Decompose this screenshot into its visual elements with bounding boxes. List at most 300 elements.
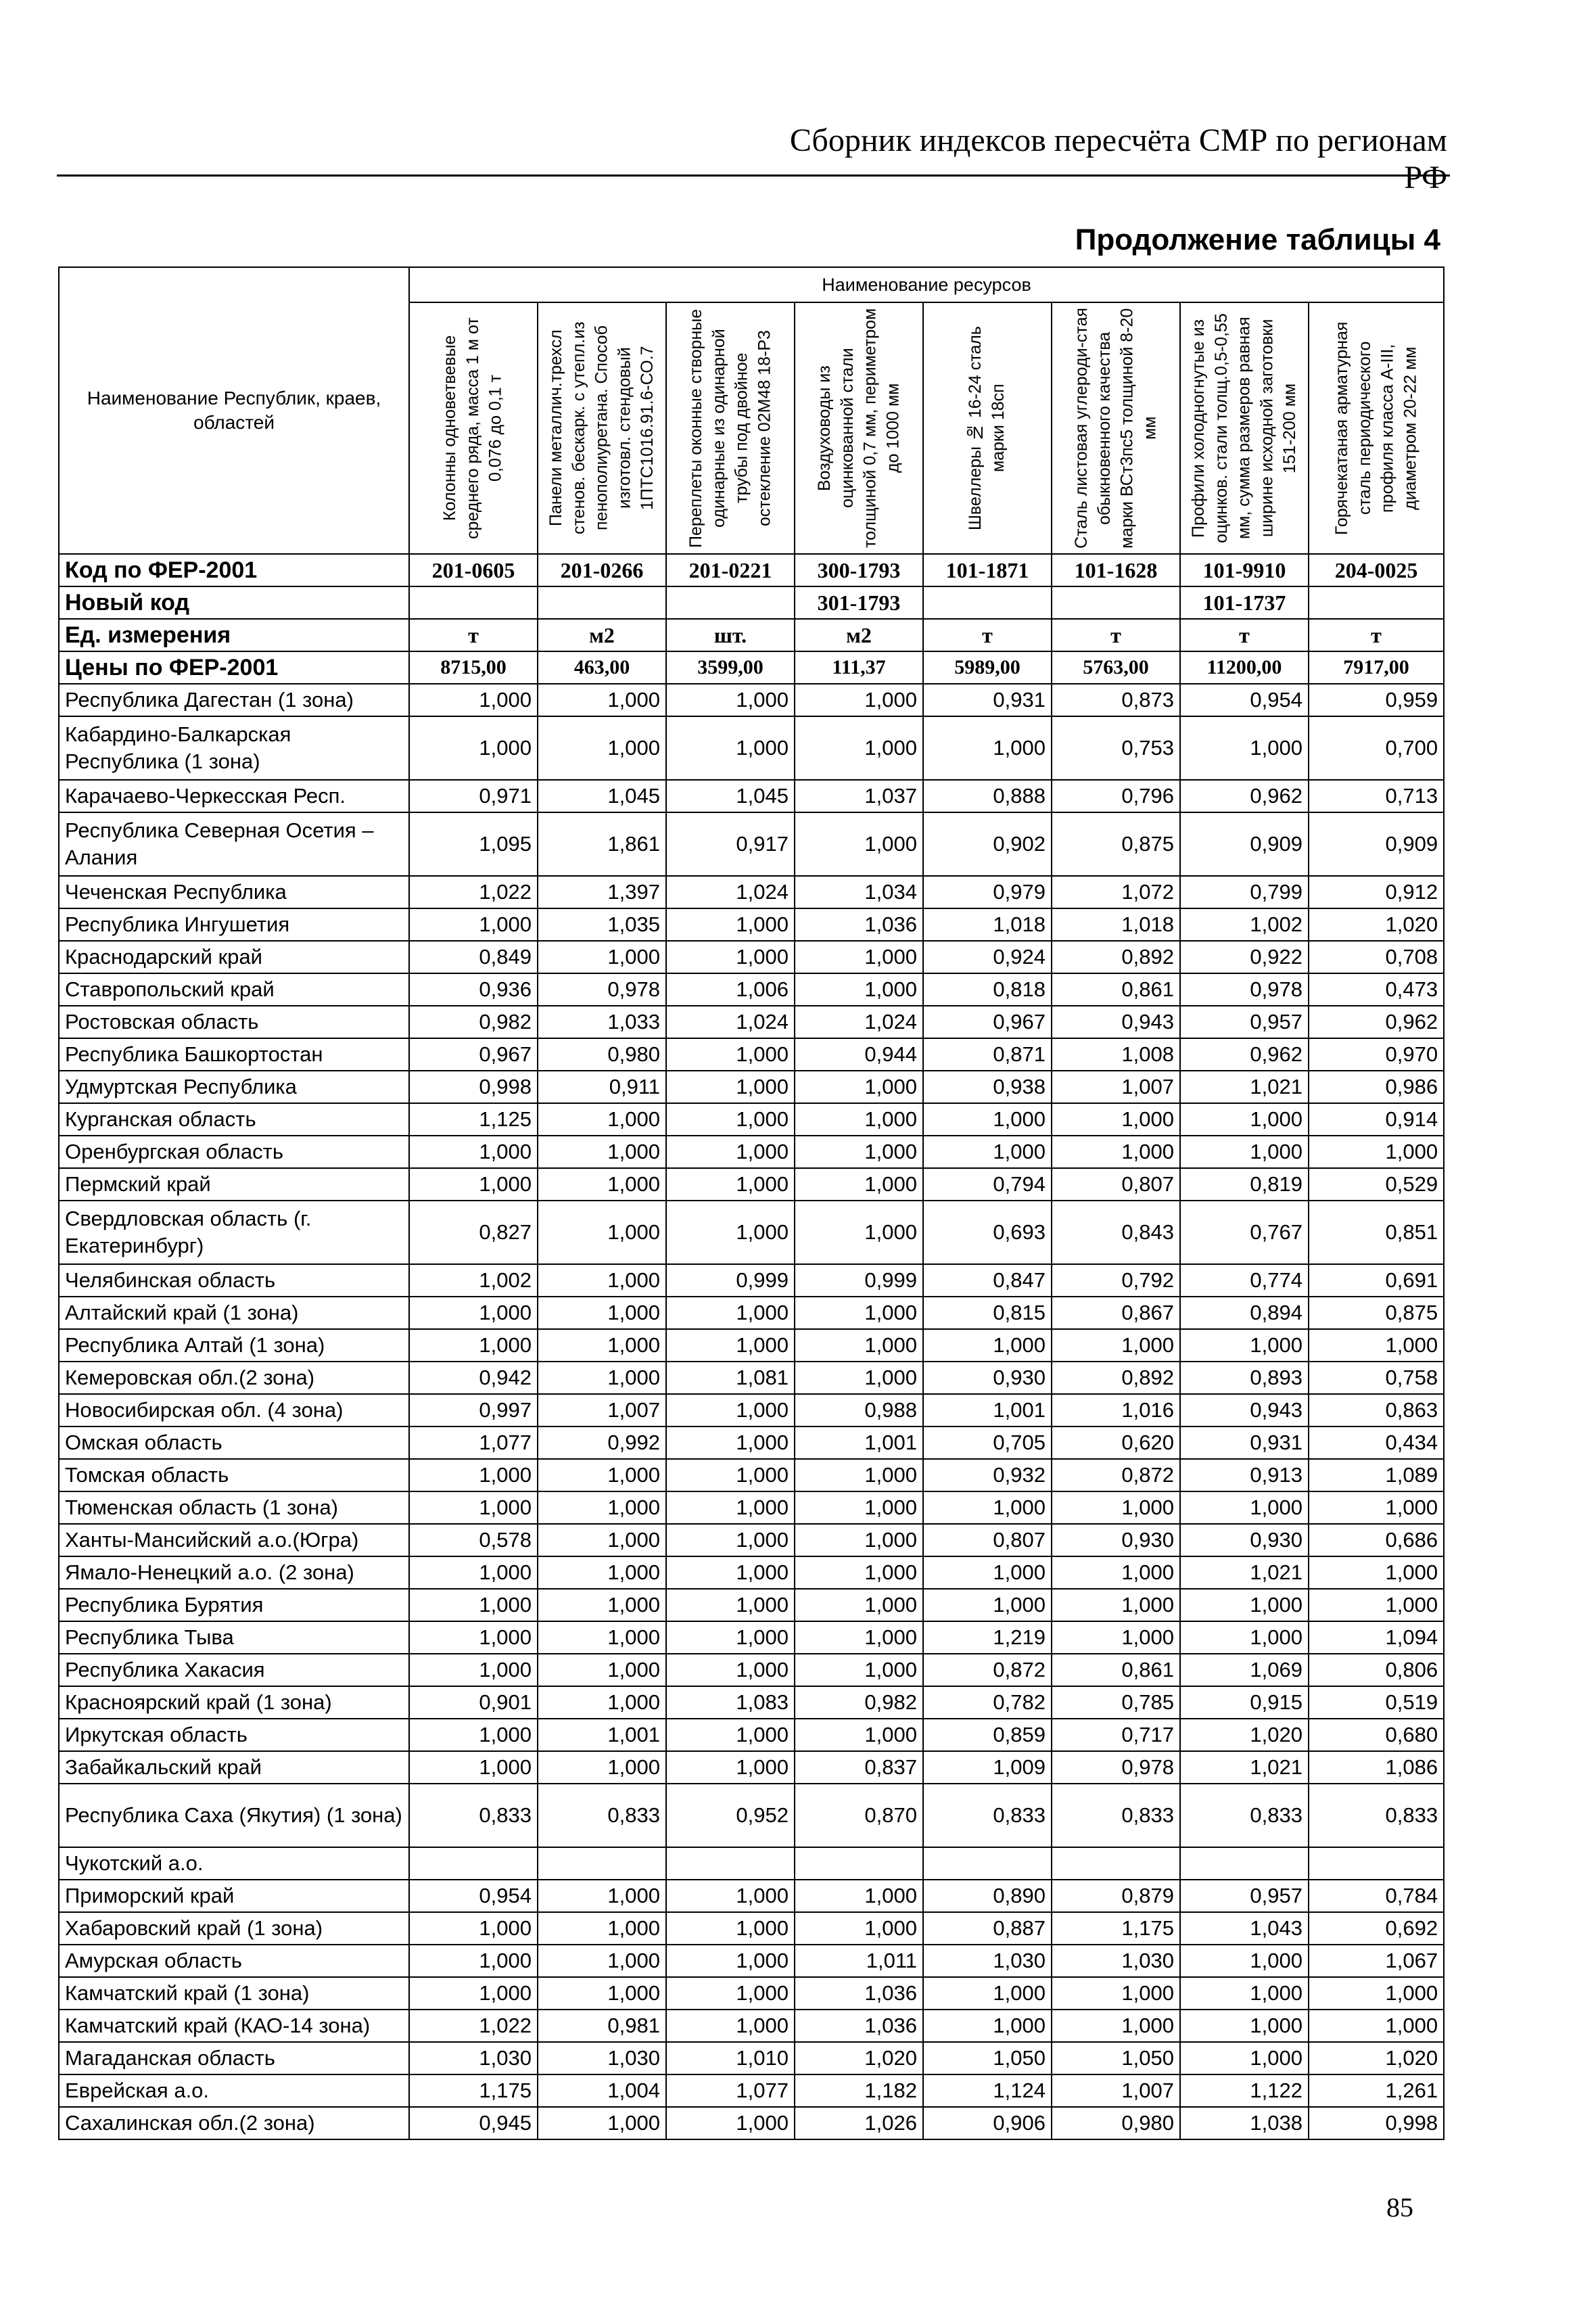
meta-label: Цены по ФЕР-2001 (59, 651, 409, 684)
index-cell: 1,036 (795, 1977, 923, 2010)
index-cell: 1,000 (666, 908, 795, 941)
index-cell: 0,434 (1309, 1426, 1444, 1459)
index-cell: 1,000 (666, 2010, 795, 2042)
index-cell: 1,000 (666, 1654, 795, 1686)
resource-name: Переплеты оконные створные одинарные из одинарной трубы под двойное остекление 02М48 18-Р3 (686, 308, 774, 548)
index-cell: 1,000 (409, 1491, 538, 1524)
index-cell: 1,000 (1180, 1977, 1309, 2010)
meta-cell (538, 586, 666, 619)
region-name: Республика Тыва (59, 1621, 409, 1654)
table-row (59, 716, 1444, 780)
index-cell: 1,000 (666, 1201, 795, 1264)
index-cell: 0,988 (795, 1394, 923, 1426)
table-row (59, 1071, 1444, 1103)
index-cell: 0,887 (923, 1912, 1052, 1945)
index-cell: 1,000 (666, 1297, 795, 1329)
index-cell: 0,691 (1309, 1264, 1444, 1297)
index-cell: 0,851 (1309, 1201, 1444, 1264)
table-row (59, 2107, 1444, 2139)
region-name: Магаданская область (59, 2042, 409, 2074)
index-cell: 1,000 (538, 1945, 666, 1977)
index-cell: 1,000 (538, 1686, 666, 1719)
region-name: Ставропольский край (59, 973, 409, 1006)
table-row (59, 973, 1444, 1006)
index-cell (666, 1847, 795, 1880)
meta-cell: 7917,00 (1309, 651, 1444, 684)
index-cell: 1,050 (1052, 2042, 1180, 2074)
table-row (59, 1654, 1444, 1686)
index-cell: 0,519 (1309, 1686, 1444, 1719)
index-cell: 0,913 (1180, 1459, 1309, 1491)
index-cell: 0,938 (923, 1071, 1052, 1103)
region-name: Камчатский край (КАО-14 зона) (59, 2010, 409, 2042)
index-cell: 1,000 (666, 1524, 795, 1556)
region-name: Томская область (59, 1459, 409, 1491)
index-cell: 0,888 (923, 780, 1052, 812)
index-cell: 1,007 (1052, 1071, 1180, 1103)
meta-cell: т (1180, 619, 1309, 651)
index-cell: 1,000 (795, 1589, 923, 1621)
table-row (59, 1977, 1444, 2010)
region-name: Челябинская область (59, 1264, 409, 1297)
index-cell: 1,000 (666, 1912, 795, 1945)
index-cell: 0,837 (795, 1751, 923, 1784)
index-cell: 1,000 (666, 1038, 795, 1071)
index-cell: 0,986 (1309, 1071, 1444, 1103)
meta-cell: 5989,00 (923, 651, 1052, 684)
index-cell: 1,000 (666, 684, 795, 716)
header-divider (57, 175, 1450, 177)
index-cell: 1,000 (795, 1719, 923, 1751)
index-cell: 0,692 (1309, 1912, 1444, 1945)
index-cell (538, 1847, 666, 1880)
index-cell: 0,901 (409, 1686, 538, 1719)
index-cell: 1,035 (538, 908, 666, 941)
table-row (59, 1556, 1444, 1589)
index-cell: 0,982 (409, 1006, 538, 1038)
index-cell: 1,000 (795, 1136, 923, 1168)
meta-cell: 300-1793 (795, 554, 923, 586)
index-cell: 1,000 (538, 1912, 666, 1945)
index-cell: 0,936 (409, 973, 538, 1006)
meta-cell: 8715,00 (409, 651, 538, 684)
index-cell: 0,774 (1180, 1264, 1309, 1297)
index-cell: 0,998 (1309, 2107, 1444, 2139)
index-cell: 1,000 (409, 1556, 538, 1589)
index-cell: 1,000 (923, 1103, 1052, 1136)
meta-cell (1052, 586, 1180, 619)
index-cell: 1,006 (666, 973, 795, 1006)
index-cell: 1,020 (1180, 1719, 1309, 1751)
index-cell: 0,912 (1309, 876, 1444, 908)
index-cell: 0,954 (409, 1880, 538, 1912)
table-row (59, 1491, 1444, 1524)
region-name: Камчатский край (1 зона) (59, 1977, 409, 2010)
index-cell: 0,693 (923, 1201, 1052, 1264)
index-cell: 0,867 (1052, 1297, 1180, 1329)
meta-cell: т (923, 619, 1052, 651)
region-name: Кабардино-Балкарская Республика (1 зона) (59, 716, 409, 780)
index-cell: 1,000 (1052, 1589, 1180, 1621)
index-cell: 0,870 (795, 1784, 923, 1847)
table-row (59, 1394, 1444, 1426)
index-cell (1052, 1847, 1180, 1880)
resource-column-header (795, 302, 923, 554)
index-cell: 1,122 (1180, 2074, 1309, 2107)
meta-cell: т (409, 619, 538, 651)
index-cell: 0,833 (409, 1784, 538, 1847)
index-cell: 1,000 (538, 1136, 666, 1168)
index-cell: 1,000 (795, 1556, 923, 1589)
resource-column-header (1052, 302, 1180, 554)
index-cell: 0,917 (666, 812, 795, 876)
resource-name: Колонны одноветвевые среднего ряда, масса 1 м от 0,076 до 0,1 т (440, 317, 505, 539)
index-cell: 1,001 (795, 1426, 923, 1459)
index-cell: 0,859 (923, 1719, 1052, 1751)
index-cell: 1,002 (1180, 908, 1309, 941)
index-cell: 1,175 (409, 2074, 538, 2107)
index-cell: 1,000 (1180, 716, 1309, 780)
resource-name: Сталь листовая углероди-стая обыкновенного качества марки ВСт3пс5 толщиной 8-20 мм (1071, 307, 1159, 549)
index-cell: 0,818 (923, 973, 1052, 1006)
index-cell: 1,000 (1052, 1621, 1180, 1654)
index-cell: 1,010 (666, 2042, 795, 2074)
index-cell: 0,807 (923, 1524, 1052, 1556)
table-row (59, 1426, 1444, 1459)
index-cell: 0,847 (923, 1264, 1052, 1297)
index-cell: 1,000 (666, 1103, 795, 1136)
index-cell: 1,000 (1309, 2010, 1444, 2042)
table-row (59, 1136, 1444, 1168)
index-cell: 0,784 (1309, 1880, 1444, 1912)
index-cell: 1,000 (795, 1880, 923, 1912)
index-cell: 1,000 (1052, 1977, 1180, 2010)
meta-cell: 3599,00 (666, 651, 795, 684)
region-name: Республика Дагестан (1 зона) (59, 684, 409, 716)
region-name: Амурская область (59, 1945, 409, 1977)
index-cell: 1,000 (538, 1459, 666, 1491)
index-cell: 1,000 (795, 812, 923, 876)
index-cell: 1,000 (409, 1654, 538, 1686)
index-cell: 1,008 (1052, 1038, 1180, 1071)
index-cell: 0,578 (409, 1524, 538, 1556)
index-cell: 1,000 (795, 1491, 923, 1524)
index-cell: 1,000 (409, 908, 538, 941)
index-cell: 1,000 (1309, 1329, 1444, 1362)
index-cell: 0,931 (923, 684, 1052, 716)
index-cell: 1,000 (409, 1719, 538, 1751)
index-cell: 0,930 (923, 1362, 1052, 1394)
resource-column-header (538, 302, 666, 554)
index-cell: 1,018 (1052, 908, 1180, 941)
resource-name: Профили холодногнутые из оцинков. стали толщ.0,5-0,55 мм, сумма размеров равная ширине исходной заготовки 151-200 мм (1188, 313, 1299, 543)
index-cell: 0,620 (1052, 1426, 1180, 1459)
index-cell: 1,000 (409, 1912, 538, 1945)
index-cell: 0,952 (666, 1784, 795, 1847)
region-name: Приморский край (59, 1880, 409, 1912)
index-cell: 1,000 (409, 1297, 538, 1329)
table-row (59, 1103, 1444, 1136)
index-cell: 1,000 (795, 1103, 923, 1136)
index-cell: 1,000 (1180, 1491, 1309, 1524)
table-row (59, 1459, 1444, 1491)
index-cell: 1,020 (795, 2042, 923, 2074)
index-cell: 0,906 (923, 2107, 1052, 2139)
index-cell: 1,000 (666, 1168, 795, 1201)
region-name: Алтайский край (1 зона) (59, 1297, 409, 1329)
table-row (59, 1686, 1444, 1719)
index-cell: 0,924 (923, 941, 1052, 973)
index-cell: 1,000 (666, 1719, 795, 1751)
index-cell: 1,000 (795, 1329, 923, 1362)
index-cell: 0,978 (538, 973, 666, 1006)
index-cell: 1,000 (923, 1589, 1052, 1621)
index-cell: 0,957 (1180, 1006, 1309, 1038)
index-cell: 1,000 (666, 1589, 795, 1621)
index-cell: 1,000 (795, 1524, 923, 1556)
index-cell: 1,077 (666, 2074, 795, 2107)
region-name: Ямало-Ненецкий а.о. (2 зона) (59, 1556, 409, 1589)
index-cell: 0,767 (1180, 1201, 1309, 1264)
region-name: Еврейская а.о. (59, 2074, 409, 2107)
index-cell: 1,000 (1052, 1136, 1180, 1168)
index-cell: 1,125 (409, 1103, 538, 1136)
index-cell: 1,018 (923, 908, 1052, 941)
index-cell: 0,943 (1052, 1006, 1180, 1038)
index-cell: 1,000 (409, 1168, 538, 1201)
region-name: Карачаево-Черкесская Респ. (59, 780, 409, 812)
index-cell: 0,473 (1309, 973, 1444, 1006)
index-cell: 0,872 (1052, 1459, 1180, 1491)
index-cell: 1,000 (1309, 1556, 1444, 1589)
meta-cell: 101-1871 (923, 554, 1052, 586)
index-cell: 1,000 (1052, 1491, 1180, 1524)
meta-cell: 101-1737 (1180, 586, 1309, 619)
index-cell: 0,819 (1180, 1168, 1309, 1201)
region-name: Сахалинская обл.(2 зона) (59, 2107, 409, 2139)
index-cell: 0,930 (1180, 1524, 1309, 1556)
table-row (59, 1201, 1444, 1264)
index-cell: 1,182 (795, 2074, 923, 2107)
index-cell: 0,932 (923, 1459, 1052, 1491)
index-cell: 0,833 (1180, 1784, 1309, 1847)
index-cell: 1,000 (666, 1977, 795, 2010)
index-cell: 1,124 (923, 2074, 1052, 2107)
index-cell: 0,970 (1309, 1038, 1444, 1071)
index-cell: 1,095 (409, 812, 538, 876)
index-cell: 0,909 (1309, 812, 1444, 876)
index-cell: 0,978 (1180, 973, 1309, 1006)
table-row (59, 1880, 1444, 1912)
resource-column-header (409, 302, 538, 554)
index-cell: 0,833 (538, 1784, 666, 1847)
meta-row (59, 619, 1444, 651)
region-name: Республика Саха (Якутия) (1 зона) (59, 1784, 409, 1847)
index-cell: 1,000 (409, 716, 538, 780)
index-cell: 1,000 (795, 1912, 923, 1945)
index-cell: 1,050 (923, 2042, 1052, 2074)
index-cell: 1,219 (923, 1621, 1052, 1654)
index-cell: 1,000 (538, 1264, 666, 1297)
index-cell: 0,680 (1309, 1719, 1444, 1751)
index-cell: 1,026 (795, 2107, 923, 2139)
index-cell: 0,892 (1052, 941, 1180, 973)
index-cell: 1,043 (1180, 1912, 1309, 1945)
index-cell: 0,833 (923, 1784, 1052, 1847)
meta-row (59, 586, 1444, 619)
index-cell: 1,000 (666, 1459, 795, 1491)
region-name: Краснодарский край (59, 941, 409, 973)
table-row (59, 1621, 1444, 1654)
index-cell: 1,000 (795, 1297, 923, 1329)
index-cell: 1,030 (538, 2042, 666, 2074)
index-cell: 0,863 (1309, 1394, 1444, 1426)
index-cell: 0,753 (1052, 716, 1180, 780)
meta-label: Новый код (59, 586, 409, 619)
region-name: Тюменская область (1 зона) (59, 1491, 409, 1524)
table-row (59, 1297, 1444, 1329)
region-name: Республика Хакасия (59, 1654, 409, 1686)
table-row (59, 1329, 1444, 1362)
index-cell: 1,004 (538, 2074, 666, 2107)
index-cell (409, 1847, 538, 1880)
index-cell: 0,717 (1052, 1719, 1180, 1751)
page-number: 85 (1386, 2192, 1413, 2223)
index-cell: 0,806 (1309, 1654, 1444, 1686)
table-row (59, 1168, 1444, 1201)
index-cell: 1,007 (1052, 2074, 1180, 2107)
index-cell: 0,871 (923, 1038, 1052, 1071)
meta-cell: т (1309, 619, 1444, 651)
index-cell: 0,971 (409, 780, 538, 812)
index-cell: 1,000 (1180, 1621, 1309, 1654)
index-cell: 0,981 (538, 2010, 666, 2042)
meta-cell: 11200,00 (1180, 651, 1309, 684)
index-cell: 1,030 (1052, 1945, 1180, 1977)
index-cell: 1,000 (538, 1201, 666, 1264)
index-cell: 1,000 (666, 1491, 795, 1524)
index-cell: 1,000 (666, 1394, 795, 1426)
index-cell: 1,000 (923, 1329, 1052, 1362)
resources-group-header: Наименование ресурсов (409, 267, 1444, 302)
index-cell: 1,016 (1052, 1394, 1180, 1426)
index-cell: 1,000 (538, 1329, 666, 1362)
index-cell: 0,833 (1309, 1784, 1444, 1847)
index-cell: 1,000 (1309, 1589, 1444, 1621)
index-cell: 1,033 (538, 1006, 666, 1038)
index-cell: 1,000 (666, 1945, 795, 1977)
index-cell: 1,021 (1180, 1556, 1309, 1589)
index-cell: 0,982 (795, 1686, 923, 1719)
meta-cell: 201-0266 (538, 554, 666, 586)
index-cell: 0,807 (1052, 1168, 1180, 1201)
index-cell: 0,911 (538, 1071, 666, 1103)
index-cell (1180, 1847, 1309, 1880)
index-cell: 1,261 (1309, 2074, 1444, 2107)
region-name: Республика Алтай (1 зона) (59, 1329, 409, 1362)
index-cell: 1,022 (409, 2010, 538, 2042)
table-row (59, 1912, 1444, 1945)
index-cell: 1,000 (795, 1168, 923, 1201)
region-name: Оренбургская область (59, 1136, 409, 1168)
index-cell: 1,000 (923, 1977, 1052, 2010)
page-header-title: Сборник индексов пересчёта СМР по регионам РФ (789, 122, 1447, 195)
index-cell: 1,045 (538, 780, 666, 812)
index-cell: 0,708 (1309, 941, 1444, 973)
index-cell: 0,999 (666, 1264, 795, 1297)
resource-column-header (923, 302, 1052, 554)
region-name: Новосибирская обл. (4 зона) (59, 1394, 409, 1426)
index-cell: 0,915 (1180, 1686, 1309, 1719)
meta-cell: 101-1628 (1052, 554, 1180, 586)
region-name: Республика Башкортостан (59, 1038, 409, 1071)
meta-cell: т (1052, 619, 1180, 651)
resource-name: Панели металлич.трехсл стенов. бескарк. с утепл.из пенополиуретана. Способ изготовл. стендовый 1ПТС1016.91.6-СО.7 (546, 321, 657, 535)
region-name: Ростовская область (59, 1006, 409, 1038)
index-cell: 0,843 (1052, 1201, 1180, 1264)
table-row (59, 941, 1444, 973)
index-cell: 1,083 (666, 1686, 795, 1719)
index-cell: 1,000 (666, 941, 795, 973)
index-cell: 1,000 (666, 1556, 795, 1589)
index-cell: 0,980 (1052, 2107, 1180, 2139)
meta-label: Код по ФЕР-2001 (59, 554, 409, 586)
table-row (59, 1945, 1444, 1977)
index-cell: 0,873 (1052, 684, 1180, 716)
table-row (59, 2074, 1444, 2107)
index-cell: 1,021 (1180, 1751, 1309, 1784)
index-cell: 1,000 (538, 1556, 666, 1589)
meta-cell: 463,00 (538, 651, 666, 684)
index-cell: 0,713 (1309, 780, 1444, 812)
index-cell (795, 1847, 923, 1880)
meta-cell (923, 586, 1052, 619)
index-cell: 1,045 (666, 780, 795, 812)
index-cell: 1,009 (923, 1751, 1052, 1784)
index-cell: 0,998 (409, 1071, 538, 1103)
index-cell: 0,962 (1180, 780, 1309, 812)
index-cell: 0,796 (1052, 780, 1180, 812)
index-cell: 1,000 (666, 1751, 795, 1784)
meta-cell: 201-0221 (666, 554, 795, 586)
index-cell: 1,000 (538, 941, 666, 973)
meta-cell: 5763,00 (1052, 651, 1180, 684)
index-cell: 0,930 (1052, 1524, 1180, 1556)
table-row (59, 1038, 1444, 1071)
index-cell: 1,036 (795, 2010, 923, 2042)
region-name: Свердловская область (г. Екатеринбург) (59, 1201, 409, 1264)
index-cell: 1,000 (923, 2010, 1052, 2042)
index-cell: 0,785 (1052, 1686, 1180, 1719)
continuation-title: Продолжение таблицы 4 (1075, 223, 1440, 256)
index-cell: 1,861 (538, 812, 666, 876)
index-cell: 1,000 (923, 1136, 1052, 1168)
table-row (59, 684, 1444, 716)
index-cell: 0,815 (923, 1297, 1052, 1329)
index-cell: 1,000 (1309, 1491, 1444, 1524)
index-cell: 1,002 (409, 1264, 538, 1297)
index-cell: 1,000 (538, 1654, 666, 1686)
index-cell: 1,000 (795, 1654, 923, 1686)
index-cell: 0,967 (923, 1006, 1052, 1038)
index-cell: 1,000 (666, 1071, 795, 1103)
index-cell: 1,000 (538, 1977, 666, 2010)
index-cell: 0,962 (1180, 1038, 1309, 1071)
resource-column-header (1180, 302, 1309, 554)
index-cell: 1,000 (409, 1977, 538, 2010)
table-row (59, 908, 1444, 941)
region-column-header: Наименование Республик, краев, областей (59, 267, 409, 554)
